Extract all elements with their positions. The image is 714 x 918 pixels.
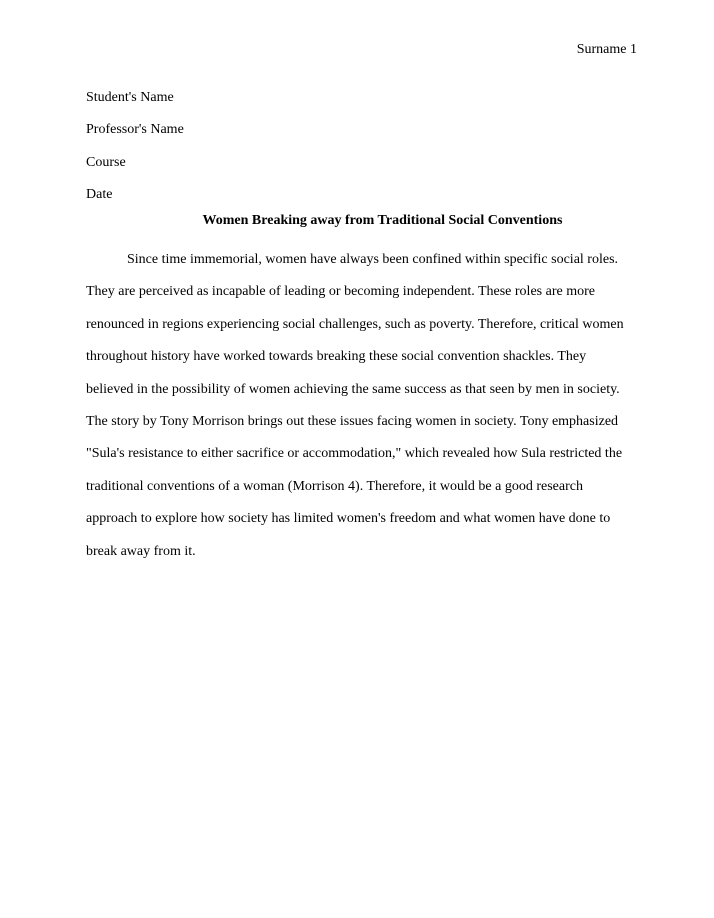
body-line: The story by Tony Morrison brings out these issues facing women in society. Tony emphasized: [86, 413, 619, 429]
heading-block: [86, 82, 631, 212]
course-name: Course: [86, 154, 126, 170]
body-line: Since time immemorial, women have always been confined within specific social roles.: [127, 252, 619, 267]
date: Date: [86, 187, 113, 203]
student-name: Student's Name: [86, 90, 174, 105]
body-line: break away from it.: [86, 543, 196, 559]
body-line: They are perceived as incapable of leading or becoming independent. These roles are more: [86, 284, 595, 300]
professor-name: Professor's Name: [86, 122, 184, 138]
body-line: approach to explore how society has limited women's freedom and what women have done to: [86, 511, 611, 527]
body-line: traditional conventions of a woman (Morrison 4). Therefore, it would be a good research: [86, 478, 583, 494]
running-head: Surname 1: [576, 42, 637, 57]
body-line: throughout history have worked towards breaking these social convention shackles. They: [86, 349, 587, 365]
body-line: "Sula's resistance to either sacrifice or accommodation," which revealed how Sula restricted the: [86, 446, 623, 462]
body-line: renounced in regions experiencing social challenges, such as poverty. Therefore, critical women: [86, 316, 624, 332]
body-line: believed in the possibility of women achieving the same success as that seen by men in society.: [86, 381, 620, 397]
body-paragraph: [86, 244, 646, 568]
essay-title: Women Breaking away from Traditional Social Conventions: [202, 213, 563, 228]
